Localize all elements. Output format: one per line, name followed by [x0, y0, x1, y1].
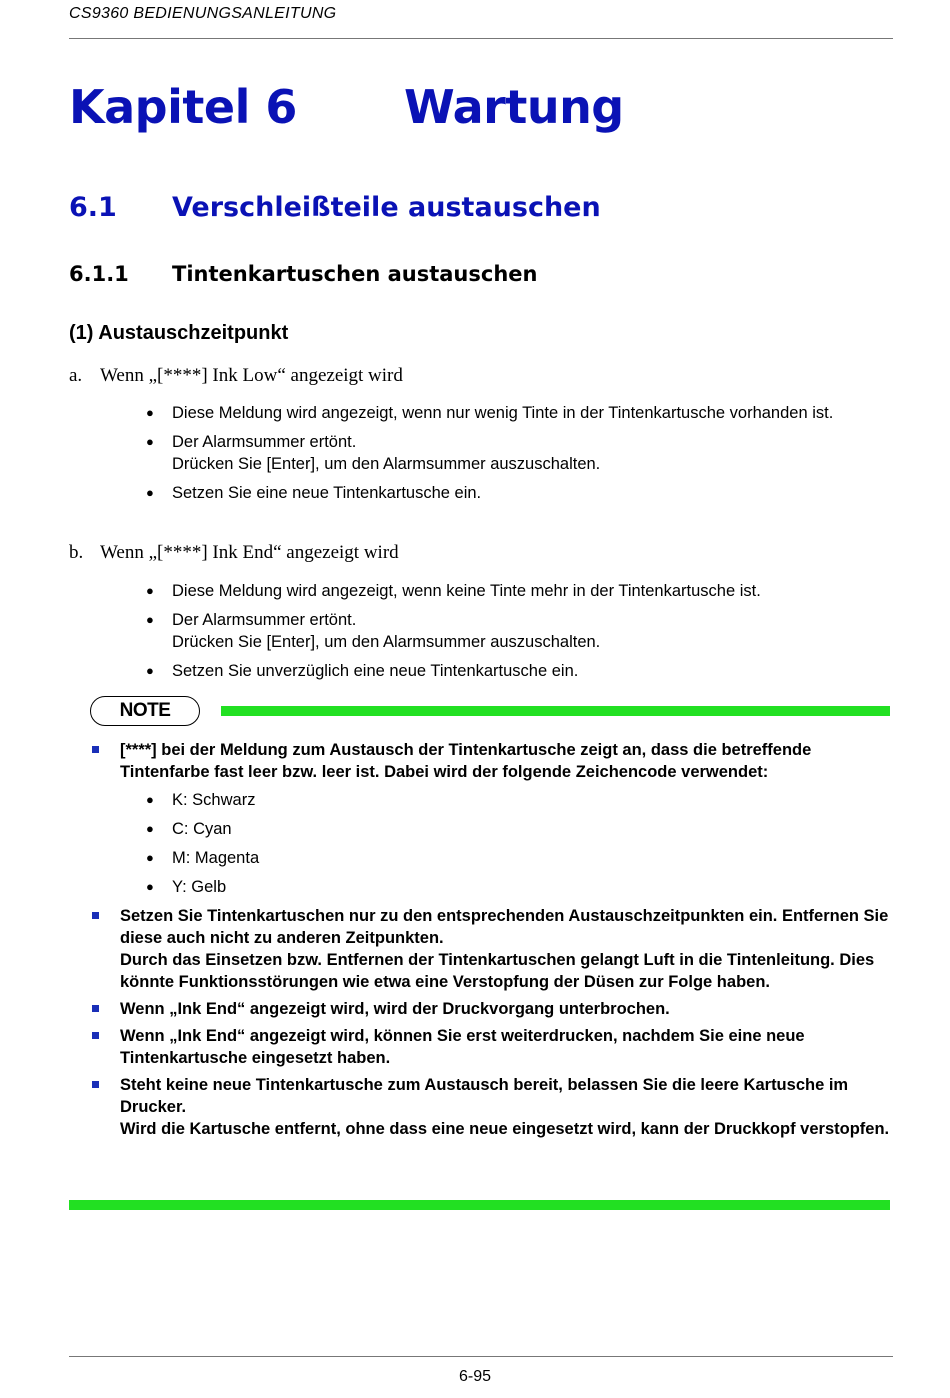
square-bullet-icon: [92, 912, 99, 919]
list-item: ● Der Alarmsummer ertönt. Drücken Sie [Enter], um den Alarmsummer auszuschalten.: [146, 611, 601, 651]
item-heading-text: Wenn „[****] Ink End“ angezeigt wird: [100, 542, 399, 563]
chapter-number: Kapitel 6: [69, 80, 297, 134]
note-item: Steht keine neue Tintenkartusche zum Austausch bereit, belassen Sie die leere Kartusche im Drucker. Wird die Kartusche entfernt, ohne dass eine neue eingesetzt wird, kann der Druckkopf verstopfen.: [92, 1074, 892, 1140]
list-item: ● Diese Meldung wird angezeigt, wenn keine Tinte mehr in der Tintenkartusche ist.: [146, 582, 761, 600]
note-item: Wenn „Ink End“ angezeigt wird, wird der Druckvorgang unterbrochen.: [92, 998, 892, 1020]
bullet-dot-icon: ●: [146, 792, 154, 807]
list-item: ● C: Cyan: [146, 820, 232, 838]
item-heading-b: [69, 542, 399, 564]
note-bottom-bar: [69, 1200, 890, 1210]
bullet-dot-icon: ●: [146, 821, 154, 836]
section-number: 6.1: [69, 192, 117, 223]
footer-rule: [69, 1356, 893, 1357]
list-item: ● Der Alarmsummer ertönt. Drücken Sie [Enter], um den Alarmsummer auszuschalten.: [146, 433, 601, 473]
item-letter: a.: [69, 365, 83, 386]
note-top-bar: [221, 706, 890, 716]
note-badge: NOTE: [90, 696, 200, 726]
header-rule: [69, 38, 893, 39]
running-header: CS9360 BEDIENUNGSANLEITUNG: [69, 5, 337, 22]
bullet-list-a: [146, 402, 886, 511]
square-bullet-icon: [92, 746, 99, 753]
bullet-dot-icon: ●: [146, 434, 154, 449]
section-title: Verschleißteile austauschen: [172, 192, 601, 223]
list-item: ● Y: Gelb: [146, 878, 227, 896]
bullet-list-b: [146, 580, 886, 689]
square-bullet-icon: [92, 1032, 99, 1039]
bullet-dot-icon: ●: [146, 612, 154, 627]
item-heading-text: Wenn „[****] Ink Low“ angezeigt wird: [100, 365, 403, 386]
note-item: Wenn „Ink End“ angezeigt wird, können Sie erst weiterdrucken, nachdem Sie eine neue Tintenkartusche eingesetzt haben.: [92, 1025, 892, 1069]
item-letter: b.: [69, 542, 84, 563]
square-bullet-icon: [92, 1005, 99, 1012]
bullet-dot-icon: ●: [146, 879, 154, 894]
list-item: ● Diese Meldung wird angezeigt, wenn nur wenig Tinte in der Tintenkartusche vorhanden ist.: [146, 404, 834, 422]
bullet-dot-icon: ●: [146, 583, 154, 598]
chapter-title: Wartung: [404, 80, 624, 134]
bullet-dot-icon: ●: [146, 405, 154, 420]
bullet-dot-icon: ●: [146, 663, 154, 678]
bullet-dot-icon: ●: [146, 485, 154, 500]
subsection-title: Tintenkartuschen austauschen: [172, 262, 538, 286]
square-bullet-icon: [92, 1081, 99, 1088]
list-item: ● Setzen Sie eine neue Tintenkartusche ein.: [146, 484, 482, 502]
note-item: Setzen Sie Tintenkartuschen nur zu den entsprechenden Austauschzeitpunkten ein. Entfernen Sie diese auch nicht zu anderen Zeitpunkten. Durch das Einsetzen bzw. Entfernen der Tintenkartuschen gelangt Luft in die Tintenleitung. Dies könnte Funktionsstörungen wie etwa eine Verstopfung der Düsen zur Folge haben.: [92, 905, 892, 993]
subsection-number: 6.1.1: [69, 262, 129, 286]
bullet-dot-icon: ●: [146, 850, 154, 865]
page-number: 6-95: [458, 1368, 492, 1385]
list-item: ● M: Magenta: [146, 849, 260, 867]
note-item: [****] bei der Meldung zum Austausch der Tintenkartusche zeigt an, dass die betreffende Tintenfarbe fast leer bzw. leer ist. Dabei wird der folgende Zeichencode verwendet: ● K: Schwarz ● C: Cyan ● M: Magenta ● Y: Gelb: [92, 739, 892, 898]
color-code-list: [146, 789, 892, 898]
note-list: [92, 739, 892, 1145]
list-item: ● K: Schwarz: [146, 791, 256, 809]
subsubsection-title: (1) Austauschzeitpunkt: [69, 322, 289, 344]
item-heading-a: [69, 365, 403, 387]
list-item: ● Setzen Sie unverzüglich eine neue Tintenkartusche ein.: [146, 662, 579, 680]
